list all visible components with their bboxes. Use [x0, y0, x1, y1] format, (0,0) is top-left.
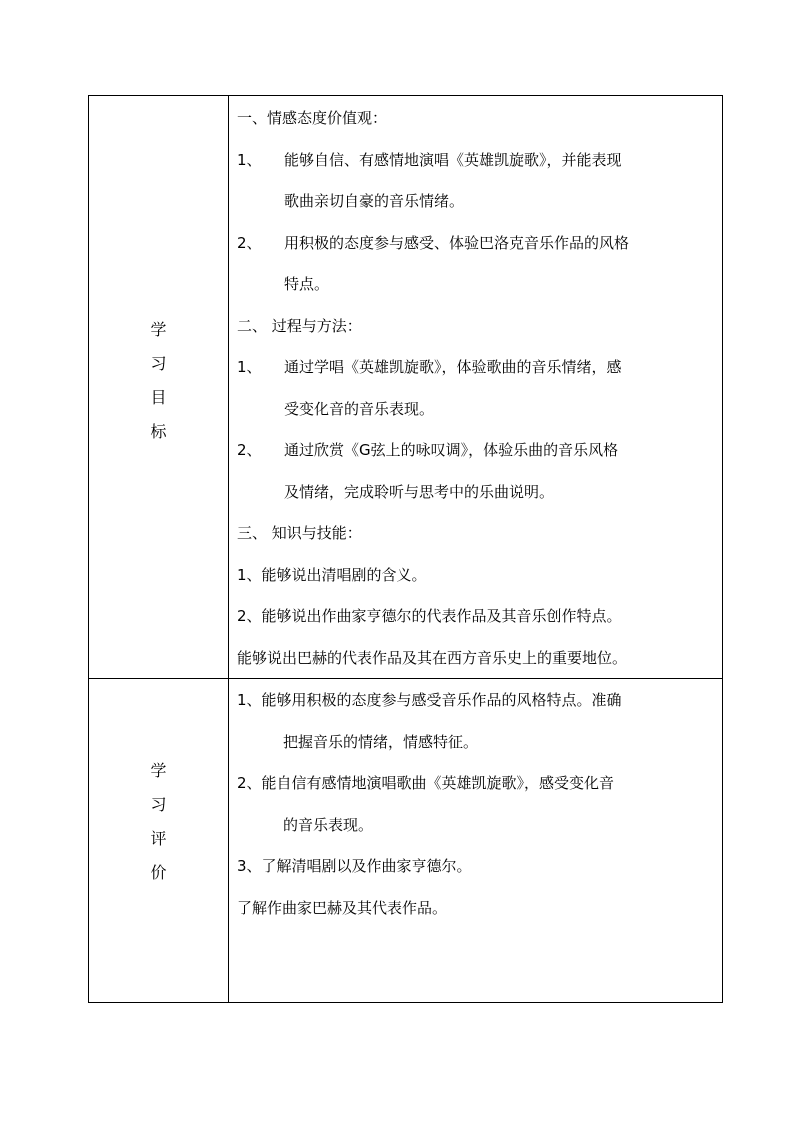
- list-item: [237, 223, 718, 265]
- item-number: 1、: [237, 150, 262, 169]
- label-char: 学: [150, 760, 167, 780]
- list-item: 3、了解清唱剧以及作曲家亨德尔。: [237, 857, 472, 875]
- list-item: 1、能够说出清唱剧的含义。: [237, 565, 427, 584]
- label-char: 标: [150, 422, 167, 441]
- lesson-plan-table: [88, 95, 723, 1003]
- label-char: 习: [150, 354, 167, 373]
- item-continuation: 特点。: [284, 275, 330, 293]
- list-item: 能够说出巴赫的代表作品及其在西方音乐史上的重要地位。: [237, 648, 628, 667]
- learning-evaluation-row: [89, 678, 722, 1002]
- section-heading: 一、情感态度价值观：: [237, 109, 388, 127]
- item-text: 用积极的态度参与感受、体验巴洛克音乐作品的风格: [284, 233, 630, 252]
- item-continuation: 把握音乐的情绪，情感特征。: [283, 732, 479, 751]
- list-item: 了解作曲家巴赫及其代表作品。: [237, 898, 448, 917]
- label-char: 学: [150, 320, 167, 339]
- section-heading: 二、 过程与方法：: [237, 316, 362, 335]
- item-continuation: 歌曲亲切自豪的音乐情绪。: [284, 192, 465, 210]
- item-continuation: 及情绪，完成聆听与思考中的乐曲说明。: [284, 482, 555, 501]
- item-continuation: 受变化音的音乐表现。: [284, 399, 435, 418]
- label-char: 目: [150, 388, 167, 407]
- list-item: [237, 347, 718, 389]
- label-char: 习: [150, 794, 167, 814]
- item-text: 通过欣赏《G弦上的咏叹调》，体验乐曲的音乐风格: [284, 441, 619, 459]
- item-text: 通过学唱《英雄凯旋歌》，体验歌曲的音乐情绪，感: [284, 358, 622, 376]
- item-number: 2、: [237, 441, 262, 459]
- list-item: 1、能够用积极的态度参与感受音乐作品的风格特点。准确: [237, 691, 622, 709]
- learning-evaluation-content: [229, 679, 722, 1002]
- item-continuation: 的音乐表现。: [283, 815, 374, 834]
- list-item: [237, 140, 718, 182]
- learning-goals-row: [89, 96, 722, 678]
- list-item: 2、能够说出作曲家亨德尔的代表作品及其音乐创作特点。: [237, 607, 622, 625]
- learning-goals-label: [89, 96, 229, 678]
- item-number: 1、: [237, 358, 262, 376]
- section-heading: 三、 知识与技能：: [237, 524, 362, 542]
- list-item: 2、能自信有感情地演唱歌曲《英雄凯旋歌》，感受变化音: [237, 774, 615, 792]
- label-char: 价: [150, 862, 167, 882]
- item-text: 能够自信、有感情地演唱《英雄凯旋歌》，并能表现: [284, 150, 622, 169]
- list-item: [237, 430, 718, 472]
- learning-evaluation-label: [89, 679, 229, 1002]
- label-char: 评: [150, 828, 167, 848]
- item-number: 2、: [237, 233, 262, 252]
- learning-goals-content: [229, 96, 722, 678]
